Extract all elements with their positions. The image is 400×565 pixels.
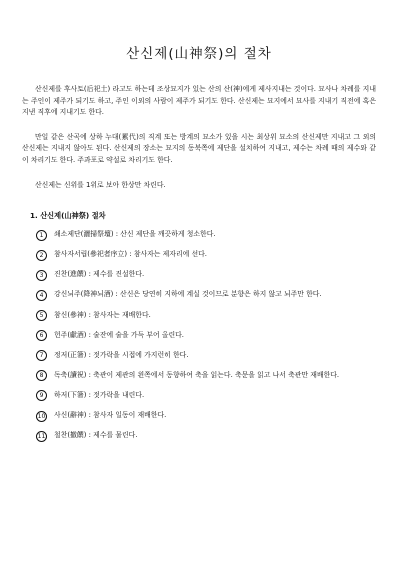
step-text: 강신뇌주(降神뇌酒) : 산신은 당연히 지하에 계실 것이므로 분향은 하지 않고 뇌주만 한다. [54,290,322,299]
list-item [36,249,376,261]
step-text: 진찬(進饌) : 제수를 진설한다. [54,270,145,279]
list-item [36,370,376,382]
step-text: 헌주(獻酒) : 술잔에 술을 가득 부어 올린다. [54,330,184,339]
circled-number: 8 [36,370,47,381]
list-item [36,410,376,422]
step-text: 참사자서립(參祀者序立) : 참사자는 제자리에 선다. [54,250,207,259]
circled-number: 11 [37,432,46,440]
page-title: 산신제(山神祭)의 절차 [126,46,272,62]
step-text: 쇄소제단(灑掃祭壇) : 산신 제단을 깨끗하게 청소한다. [54,230,216,239]
step-text: 철찬(撤饌) : 제수를 물린다. [54,431,138,440]
circled-number: 4 [36,290,47,301]
list-item [36,390,376,402]
step-text: 참신(參神) : 참사자는 재배한다. [54,310,151,319]
list-item [36,229,376,241]
step-text: 사신(辭神) : 참사자 일동이 재배한다. [54,411,167,419]
circled-number: 5 [36,310,47,321]
circled-number: 2 [36,250,47,261]
list-item [36,430,376,442]
step-text: 정저(正箸) : 젓가락을 시접에 가지런히 한다. [54,350,189,359]
circled-number: 3 [36,270,47,281]
step-text: 독축(讀祝) : 축관이 제관의 왼쪽에서 동향하여 축을 읽는다. 축문을 읽고 나서 축관만 재배한다. [54,370,340,379]
circled-number: 1 [36,230,47,241]
procedure-list [22,229,376,441]
circled-number: 10 [37,412,46,420]
circled-number: 9 [36,390,47,401]
location-paragraph: 만일 같은 산곡에 상하 누대(累代)의 직계 또는 방계의 묘소가 있을 시는 최상위 묘소의 산신제만 지내고 그 외의 산신제는 지내지 않아도 된다. 산신제의 장소는 묘지의 동북쪽에 제단을 설치하여 지내고, 제수는 차례 때의 제수와 같이 차리기도 한다. 주과포로 약설로 차리기도 한다. [22,132,376,164]
circled-number: 7 [36,350,47,361]
intro-paragraph: 산신제를 후사토(后祀土) 라고도 하는데 조상묘지가 있는 산의 산(神)에게 제사지내는 것이다. 묘사나 차례를 지내는 주인이 제주가 되기도 하고, 주인 이외의 사람이 제주가 되기도 한다. 산신제는 묘지에서 묘사를 지내기 직전에 혹은 지낸 직후에 지내기도 한다. [22,85,376,117]
list-item [36,310,376,322]
setting-paragraph: 산신제는 신위를 1위로 보아 한상만 차린다. [35,180,166,189]
list-item [36,330,376,342]
step-text: 하저(下箸) : 젓가락을 내린다. [54,390,145,399]
section-heading: 1. 산신제(山神祭) 절차 [30,211,106,221]
list-item [36,289,376,301]
list-item [36,350,376,362]
list-item [36,269,376,281]
circled-number: 6 [36,330,47,341]
